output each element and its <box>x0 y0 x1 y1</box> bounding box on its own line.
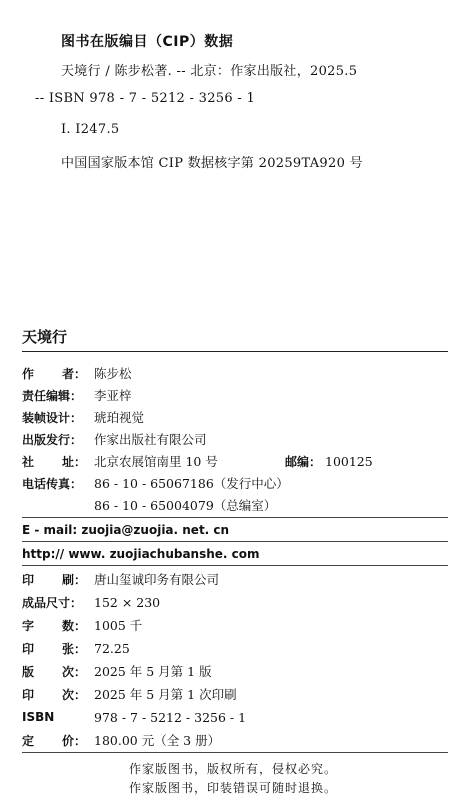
printer-value: 唐山玺诚印务有限公司 <box>94 572 220 587</box>
address-row <box>22 452 218 470</box>
title-divider <box>22 351 448 352</box>
sheets-label: 印 张： <box>22 641 86 656</box>
words-row <box>22 616 142 634</box>
words-value: 1005 千 <box>94 618 143 633</box>
divider-website <box>22 565 448 566</box>
edition-row <box>22 662 212 680</box>
isbn-value: 978 - 7 - 5212 - 3256 - 1 <box>94 709 247 725</box>
words-label: 字 数： <box>22 618 86 633</box>
publisher-value: 作家出版社有限公司 <box>94 432 207 447</box>
website-link[interactable]: http:// www. zuojiachubanshe. com <box>22 547 260 561</box>
edition-label: 版 次： <box>22 664 86 679</box>
divider-contact-top <box>22 517 448 518</box>
cip-line-isbn: -- ISBN 978 - 7 - 5212 - 3256 - 1 <box>35 91 256 106</box>
phone-row <box>22 474 289 492</box>
email-row <box>22 521 229 539</box>
cip-line-title: 天境行 / 陈步松著. -- 北京：作家出版社，2025.5 <box>61 64 358 79</box>
size-row <box>22 593 160 611</box>
design-row <box>22 408 144 426</box>
printer-label: 印 刷： <box>22 572 86 587</box>
return-notice: 作家版图书，印装错误可随时退换。 <box>128 781 337 795</box>
price-row <box>22 731 220 749</box>
impression-value: 2025 年 5 月第 1 次印刷 <box>94 687 237 702</box>
cip-heading: 图书在版编目（CIP）数据 <box>61 34 234 50</box>
book-title: 天境行 <box>22 328 68 346</box>
sheets-row <box>22 639 130 657</box>
editor-value: 李亚梓 <box>94 388 132 403</box>
author-value: 陈步松 <box>94 366 132 381</box>
publisher-row <box>22 430 207 448</box>
phone-label: 电话传真： <box>22 476 83 491</box>
impression-row <box>22 685 237 703</box>
price-label: 定 价： <box>22 733 86 748</box>
cip-line-record-number: 中国国家版本馆 CIP 数据核字第 20259TA920 号 <box>61 156 363 171</box>
isbn-row <box>22 708 246 726</box>
design-value: 琥珀视觉 <box>94 410 145 425</box>
email-value[interactable]: E - mail: zuojia@zuojia. net. cn <box>22 523 230 537</box>
printer-row <box>22 570 219 588</box>
phone-value-1: 86 - 10 - 65067186（发行中心） <box>94 476 289 491</box>
postal-row <box>285 452 373 470</box>
price-value: 180.00 元（全 3 册） <box>94 733 221 748</box>
divider-email <box>22 541 448 542</box>
publisher-label: 出版发行： <box>22 432 83 447</box>
isbn-label: ISBN <box>22 710 55 724</box>
author-label: 作 者： <box>22 366 86 381</box>
postal-label: 邮 编： <box>285 454 322 469</box>
design-label: 装帧设计： <box>22 410 83 425</box>
postal-value: 100125 <box>325 453 373 469</box>
phone-row-2 <box>94 496 276 514</box>
sheets-value: 72.25 <box>94 640 130 656</box>
address-label: 社 址： <box>22 454 86 469</box>
impression-label: 印 次： <box>22 687 86 702</box>
divider-bottom <box>22 752 448 753</box>
cip-line-classification: Ⅰ. I247.5 <box>61 122 120 137</box>
edition-value: 2025 年 5 月第 1 版 <box>94 664 212 679</box>
website-row <box>22 545 260 563</box>
copyright-notice: 作家版图书，版权所有，侵权必究。 <box>128 762 337 776</box>
size-label: 成品尺寸： <box>22 595 83 610</box>
phone-value-2: 86 - 10 - 65004079（总编室） <box>94 498 277 513</box>
size-value: 152 × 230 <box>94 594 161 610</box>
address-value: 北京农展馆南里 10 号 <box>94 454 218 469</box>
editor-label: 责任编辑： <box>22 388 83 403</box>
author-row <box>22 364 132 382</box>
editor-row <box>22 386 132 404</box>
